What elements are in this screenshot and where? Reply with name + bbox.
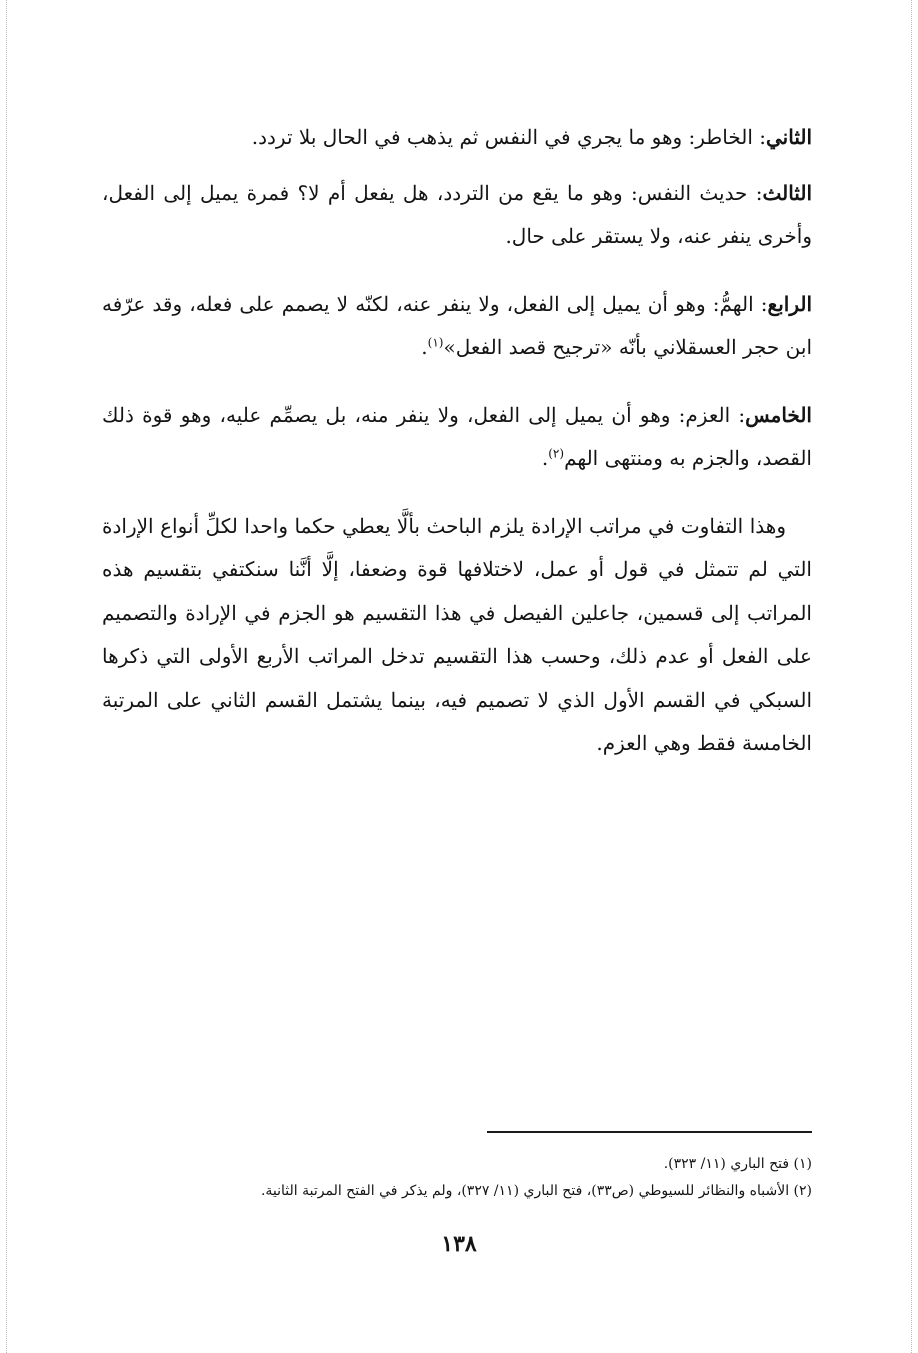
paragraph-end: . (541, 446, 549, 470)
paragraph-end: . (421, 335, 428, 359)
page-number: ١٣٨ (441, 1231, 477, 1257)
paragraph-text: وهذا التفاوت في مراتب الإرادة يلزم الباحث بألَّا يعطي حكما واحدا لكلِّ أنواع الإرادة التي لم تتمثل في قول أو عمل، لاختلافها قوة وضعفا، إلَّا أنَّنا سنكتفي بتقسيم هذه المراتب إلى قسمين، جاعلين الفيصل في هذا التقسيم هو الجزم في الإرادة والتصميم على الفعل أو عدم ذلك، وحسب هذا التقسيم تدخل المراتب الأربع الأولى التي ذكرها السبكي في القسم الأول الذي لا تصميم فيه، بينما يشتمل القسم الثاني على المرتبة الخامسة فقط وهي العزم. (102, 513, 812, 755)
page-body (102, 116, 812, 778)
paragraph-third (102, 172, 812, 259)
paragraph-fourth (102, 283, 812, 370)
paragraph-conclusion (102, 505, 812, 766)
footnote-ref-1[interactable]: (١) (427, 335, 444, 350)
footnote-1: (١) فتح الباري (١١/ ٣٢٣). (663, 1156, 812, 1172)
term-label: الخامس (745, 402, 812, 427)
footnote-separator (487, 1131, 812, 1133)
paragraph-text: : العزم: وهو أن يميل إلى الفعل، ولا ينفر منه، بل يصمِّم عليه، وهو قوة ذلك القصد، والجزم به ومنتهى الهم (102, 402, 812, 470)
paragraph-text: : الهمُّ: وهو أن يميل إلى الفعل، ولا ينفر عنه، لكنّه لا يصمم على فعله، وقد عرّفه ابن حجر العسقلاني بأنّه «ترجيح قصد الفعل» (102, 291, 812, 359)
scan-edge-right (911, 0, 912, 1353)
footnote-2: (٢) الأشباه والنظائر للسيوطي (ص٣٣)، فتح الباري (١١/ ٣٢٧)، ولم يذكر في الفتح المرتبة الثانية. (260, 1183, 812, 1199)
term-label: الرابع (767, 291, 812, 316)
footnote-ref-2[interactable]: (٢) (548, 446, 565, 461)
paragraph-text: : حديث النفس: وهو ما يقع من التردد، هل يفعل أم لا؟ فمرة يميل إلى الفعل، وأخرى ينفر عنه، ولا يستقر على حال. (102, 180, 812, 248)
paragraph-second (102, 116, 812, 160)
term-label: الثاني (765, 125, 812, 149)
footnotes (102, 1151, 812, 1205)
term-label: الثالث (762, 180, 812, 205)
paragraph-text: : الخاطر: وهو ما يجري في النفس ثم يذهب في الحال بلا تردد. (251, 125, 766, 149)
paragraph-fifth (102, 394, 812, 481)
scan-edge-left (6, 0, 7, 1353)
